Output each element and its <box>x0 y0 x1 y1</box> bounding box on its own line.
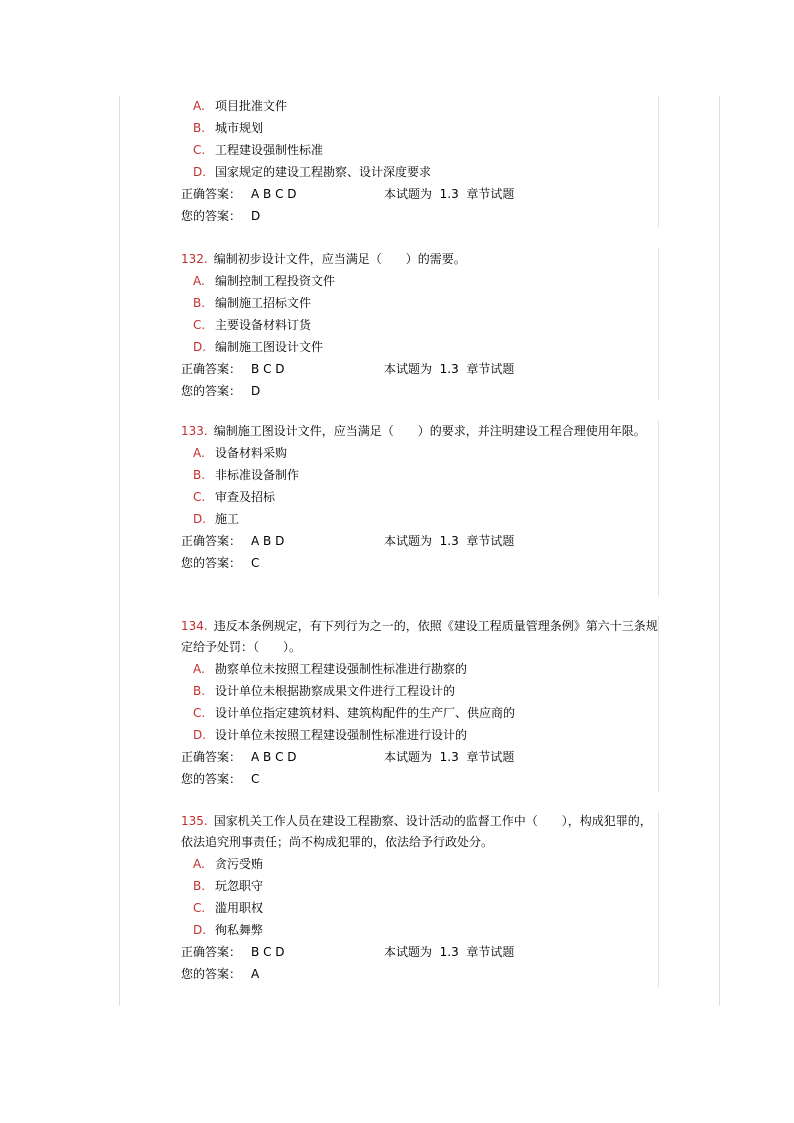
score-info: 本试题为 1.3 章节试题 <box>384 187 515 201</box>
question-block-133 <box>181 421 659 574</box>
option-b: B. 设计单位未根据勘察成果文件进行工程设计的 <box>193 684 456 698</box>
correct-answer-row: 正确答案： B C D 本试题为 1.3 章节试题 <box>181 941 659 963</box>
option-a: A. 编制控制工程投资文件 <box>193 274 336 288</box>
option-a: A. 项目批准文件 <box>193 99 288 113</box>
option-c: C. 设计单位指定建筑材料、建筑构配件的生产厂、供应商的 <box>193 706 516 720</box>
option-b: B. 编制施工招标文件 <box>193 296 312 310</box>
option-c: C. 主要设备材料订货 <box>193 318 312 332</box>
block-divider <box>658 421 659 597</box>
option-d: D. 设计单位未按照工程建设强制性标准进行设计的 <box>193 728 468 742</box>
option-d: D. 徇私舞弊 <box>193 923 264 937</box>
your-answer-row: 您的答案： C <box>181 772 260 786</box>
question-block-134 <box>181 616 659 790</box>
question-text: 134. 违反本条例规定，有下列行为之一的，依照《建设工程质量管理条例》第六十三条规定给予处罚：（ ）。 <box>181 619 658 654</box>
score-info: 本试题为 1.3 章节试题 <box>384 534 515 548</box>
option-d: D. 施工 <box>193 512 240 526</box>
option-d: D. 国家规定的建设工程勘察、设计深度要求 <box>193 165 432 179</box>
question-block-135 <box>181 811 659 985</box>
your-answer-row: 您的答案： D <box>181 384 261 398</box>
option-a: A. 贪污受贿 <box>193 857 264 871</box>
option-a: A. 设备材料采购 <box>193 446 288 460</box>
question-block-131 <box>181 95 659 227</box>
question-text: 133. 编制施工图设计文件，应当满足（ ）的要求，并注明建设工程合理使用年限。 <box>181 424 646 438</box>
score-info: 本试题为 1.3 章节试题 <box>384 362 515 376</box>
correct-answer-row: 正确答案： A B C D 本试题为 1.3 章节试题 <box>181 746 659 768</box>
block-divider <box>658 95 659 227</box>
your-answer-row: 您的答案： D <box>181 209 261 223</box>
question-text: 135. 国家机关工作人员在建设工程勘察、设计活动的监督工作中（ ），构成犯罪的，依法追究刑事责任；尚不构成犯罪的，依法给予行政处分。 <box>181 814 652 849</box>
option-b: B. 非标准设备制作 <box>193 468 300 482</box>
option-b: B. 玩忽职守 <box>193 879 264 893</box>
page-frame-right-border <box>719 96 720 1006</box>
option-c: C. 滥用职权 <box>193 901 264 915</box>
option-d: D. 编制施工图设计文件 <box>193 340 324 354</box>
correct-answer-row: 正确答案： A B D 本试题为 1.3 章节试题 <box>181 530 659 552</box>
score-info: 本试题为 1.3 章节试题 <box>384 945 515 959</box>
option-c: C. 审查及招标 <box>193 490 276 504</box>
your-answer-row: 您的答案： C <box>181 556 260 570</box>
correct-answer-row: 正确答案： B C D 本试题为 1.3 章节试题 <box>181 358 659 380</box>
option-a: A. 勘察单位未按照工程建设强制性标准进行勘察的 <box>193 662 468 676</box>
question-block-132 <box>181 248 659 402</box>
page-frame-left-border <box>119 96 120 1006</box>
option-b: B. 城市规划 <box>193 121 264 135</box>
score-info: 本试题为 1.3 章节试题 <box>384 750 515 764</box>
question-text: 132. 编制初步设计文件，应当满足（ ）的需要。 <box>181 252 466 266</box>
correct-answer-row: 正确答案： A B C D 本试题为 1.3 章节试题 <box>181 183 659 205</box>
your-answer-row: 您的答案： A <box>181 967 260 981</box>
option-c: C. 工程建设强制性标准 <box>193 143 324 157</box>
